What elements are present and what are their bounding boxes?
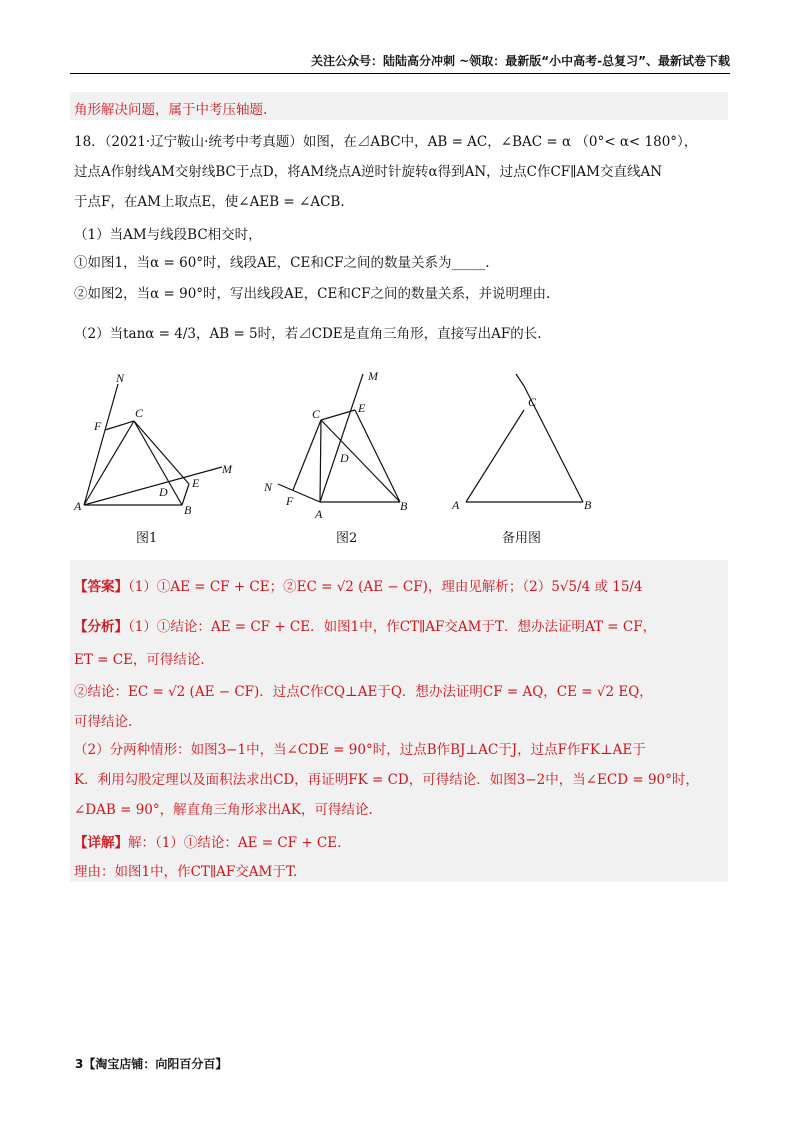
analysis-line-5: （2）分两种情形：如图3−1中，当∠CDE = 90°时，过点B作BJ⊥AC于J，过点F作FK⊥AE于 <box>74 742 646 758</box>
fig2-label-c: C <box>312 407 321 421</box>
ray-an <box>278 484 320 502</box>
fig2-label-b: B <box>400 499 408 513</box>
problem-part-1: （1）当AM与线段BC相交时， <box>74 227 262 243</box>
detail-line-2: 理由：如图1中，作CT∥AF交AM于T. <box>74 864 298 880</box>
segment-ac <box>84 421 134 505</box>
answer-line <box>74 575 643 595</box>
detail-tag: 【详解】 <box>74 835 128 851</box>
analysis-line-6: K．利用勾股定理以及面积法求出CD，再证明FK = CD，可得结论．如图3−2中，当∠ECD = 90°时， <box>74 772 699 788</box>
fig1-label-d: D <box>159 485 168 499</box>
problem-part-2: （2）当tanα = 4/3，AB = 5时，若⊿CDE是直角三角形，直接写出AF的长. <box>74 326 542 342</box>
segment-eb <box>355 410 400 502</box>
fig1-label-n: N <box>116 372 125 385</box>
segment-cb <box>134 421 182 505</box>
analysis-line-7: ∠DAB = 90°，解直角三角形求出AK，可得结论. <box>74 802 373 818</box>
segment-cb <box>321 420 400 502</box>
problem-part-1a: ①如图1，当α = 60°时，线段AE，CE和CF之间的数量关系为_____. <box>74 255 490 271</box>
fig1-label-c: C <box>135 406 144 420</box>
detail-text-1: 解：（1）①结论：AE = CF + CE. <box>128 835 342 851</box>
detail-line-1 <box>74 831 341 851</box>
fig2-label-d: D <box>340 451 349 465</box>
figure-2 <box>260 372 420 526</box>
problem-line-2: 过点A作射线AM交射线BC于点D，将AM绕点A逆时针旋转α得到AN，过点C作CF∥AM交直线AN <box>74 164 663 180</box>
answer-tag: 【答案】 <box>74 579 128 595</box>
fig3-label-c: C <box>528 395 537 409</box>
analysis-line-2: ET = CE，可得结论. <box>74 652 205 668</box>
segment-ac <box>320 420 321 502</box>
intro-tail: 角形解决问题，属于中考压轴题. <box>74 102 268 118</box>
analysis-text-1: （1）①结论：AE = CF + CE．如图1中，作CT∥AF交AM于T．想办法证明AT = CF， <box>128 619 657 635</box>
fig2-label-a: A <box>315 507 323 521</box>
analysis-line-3: ②结论：EC = √2 (AE − CF)．过点C作CQ⊥AE于Q．想办法证明CF = AQ，CE = √2 EQ， <box>74 684 653 700</box>
ray-am <box>320 374 363 502</box>
fig2-label-f: F <box>286 494 294 508</box>
ray-an <box>84 384 118 505</box>
fig3-label-a: A <box>452 498 460 512</box>
problem-part-1b: ②如图2，当α = 90°时，写出线段AE，CE和CF之间的数量关系，并说明理由. <box>74 286 551 302</box>
page-footer: 3【淘宝店铺：向阳百分百】 <box>75 1057 228 1071</box>
caption-fig-1: 图1 <box>136 531 158 546</box>
fig2-label-e: E <box>358 401 366 415</box>
analysis-line-4: 可得结论. <box>74 714 133 730</box>
segment-ca <box>466 410 524 502</box>
fig1-label-e: E <box>192 476 200 490</box>
figure-1 <box>72 372 242 526</box>
segment-eb <box>182 484 189 505</box>
segment-fc <box>293 420 321 490</box>
segment-ce <box>321 410 355 420</box>
header-rule <box>70 73 730 74</box>
fig1-label-b: B <box>184 503 192 517</box>
ray-am <box>84 467 222 505</box>
fig1-label-f: F <box>94 419 102 433</box>
caption-fig-2: 图2 <box>336 531 358 546</box>
fig2-label-m: M <box>368 372 378 383</box>
fig2-label-n: N <box>264 480 273 494</box>
problem-line-3: 于点F，在AM上取点E，使∠AEB = ∠ACB. <box>74 194 345 210</box>
analysis-line-1 <box>74 615 656 635</box>
figure-3 <box>448 372 598 526</box>
caption-fig-3: 备用图 <box>502 531 542 546</box>
analysis-tag: 【分析】 <box>74 619 128 635</box>
problem-line-1: 18．（2021·辽宁鞍山·统考中考真题）如图，在⊿ABC中，AB = AC，∠BAC = α （0°< α< 180°）， <box>74 134 698 150</box>
fig1-label-m: M <box>222 462 232 476</box>
segment-ce <box>134 421 189 484</box>
page-header: 关注公众号：陆陆高分冲刺 ~领取：最新版“小中高考-总复习”、最新试卷下载 <box>311 54 730 68</box>
answer-text: （1）①AE = CF + CE；②EC = √2 (AE − CF)，理由见解析；（2）5√5/4 或 15/4 <box>128 579 643 595</box>
fig3-label-b: B <box>584 498 592 512</box>
ray-extension <box>516 374 524 386</box>
fig1-label-a: A <box>74 499 82 513</box>
